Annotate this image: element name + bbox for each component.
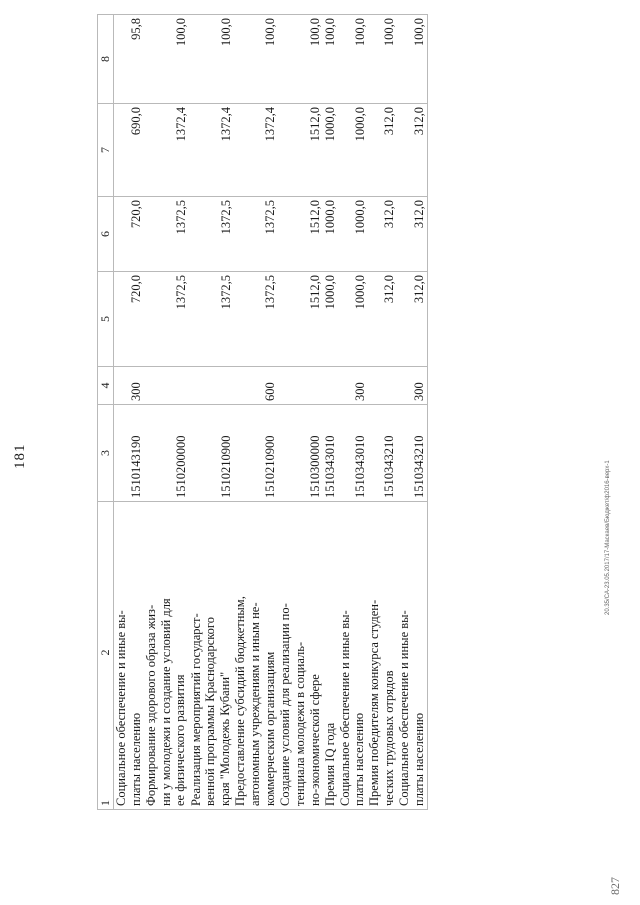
row-approved: 1000,0: [323, 272, 338, 367]
table-row: [144, 15, 189, 810]
row-type: 600: [233, 367, 278, 405]
row-percent: 100,0: [278, 15, 323, 104]
row-name: Формирование здорового образа жиз- ни у молодежи и создание условий для ее физического развития: [144, 502, 189, 810]
row-percent: 100,0: [397, 15, 427, 104]
header-cell: 5: [98, 272, 114, 367]
row-executed: 1000,0: [338, 104, 368, 197]
row-name: Социальное обеспечение и иные вы- платы населению: [338, 502, 368, 810]
row-plan: 720,0: [114, 197, 144, 272]
row-plan: 1372,5: [233, 197, 278, 272]
header-cell: 1 2: [98, 502, 114, 810]
row-approved: 1372,5: [144, 272, 189, 367]
row-plan: 1512,0: [278, 197, 323, 272]
row-executed: 1372,4: [233, 104, 278, 197]
row-code: 1510210900: [233, 405, 278, 502]
row-plan: 1372,5: [144, 197, 189, 272]
row-executed: 1512,0: [278, 104, 323, 197]
table-row: [323, 15, 338, 810]
row-code: 1510300000: [278, 405, 323, 502]
table-row: [278, 15, 323, 810]
row-name: Социальное обеспечение и иные вы- платы населению: [397, 502, 427, 810]
budget-table: [97, 14, 428, 810]
row-code: 1510210900: [189, 405, 234, 502]
row-type: [323, 367, 338, 405]
side-number: 827: [608, 877, 622, 895]
row-plan: 312,0: [397, 197, 427, 272]
table-row: [233, 15, 278, 810]
row-code: 1510343010: [338, 405, 368, 502]
row-code: 1510343210: [367, 405, 397, 502]
row-code: 1510343210: [397, 405, 427, 502]
table-row: [114, 15, 144, 810]
row-approved: 1372,5: [233, 272, 278, 367]
row-name: Предоставление субсидий бюджетным, автономным учреждениям и иным не- коммерческим организациям: [233, 502, 278, 810]
footer-reference: 20.35/СА-23.05.2017/17-Маскаев/Бюджет/ф2016-верх-1: [605, 460, 611, 615]
row-plan: 312,0: [367, 197, 397, 272]
row-percent: 100,0: [338, 15, 368, 104]
row-approved: 1000,0: [338, 272, 368, 367]
row-percent: 100,0: [144, 15, 189, 104]
row-type: 300: [338, 367, 368, 405]
table-row: [397, 15, 427, 810]
row-percent: 100,0: [367, 15, 397, 104]
row-plan: 1372,5: [189, 197, 234, 272]
table-row: [189, 15, 234, 810]
row-type: [367, 367, 397, 405]
row-percent: 100,0: [189, 15, 234, 104]
header-cell: 8: [98, 15, 114, 104]
header-cell: 4: [98, 367, 114, 405]
row-name: Премия IQ года: [323, 502, 338, 810]
row-percent: 100,0: [233, 15, 278, 104]
row-plan: 1000,0: [338, 197, 368, 272]
row-percent: 100,0: [323, 15, 338, 104]
header-cell: 7: [98, 104, 114, 197]
row-executed: 1372,4: [189, 104, 234, 197]
table-row: [338, 15, 368, 810]
header-row: [98, 15, 114, 810]
row-type: 300: [114, 367, 144, 405]
header-cell: 3: [98, 405, 114, 502]
row-approved: 312,0: [367, 272, 397, 367]
row-type: [144, 367, 189, 405]
table-row: [367, 15, 397, 810]
row-executed: 690,0: [114, 104, 144, 197]
row-approved: 720,0: [114, 272, 144, 367]
row-approved: 1512,0: [278, 272, 323, 367]
row-percent: 95,8: [114, 15, 144, 104]
row-approved: 312,0: [397, 272, 427, 367]
row-executed: 312,0: [367, 104, 397, 197]
row-plan: 1000,0: [323, 197, 338, 272]
row-name: Премия победителям конкурса студен- ческих трудовых отрядов: [367, 502, 397, 810]
row-code: 1510343010: [323, 405, 338, 502]
row-executed: 1372,4: [144, 104, 189, 197]
row-type: [189, 367, 234, 405]
row-name: Социальное обеспечение и иные вы- платы населению: [114, 502, 144, 810]
row-code: 1510143190: [114, 405, 144, 502]
row-executed: 312,0: [397, 104, 427, 197]
row-type: [278, 367, 323, 405]
row-approved: 1372,5: [189, 272, 234, 367]
row-type: 300: [397, 367, 427, 405]
row-name: Реализация мероприятий государст- венной программы Краснодарского края "Молодежь Кубани": [189, 502, 234, 810]
row-name: Создание условий для реализации по- тенциала молодежи в социаль- но-экономической сфере: [278, 502, 323, 810]
page-number: 181: [12, 443, 28, 469]
row-code: 1510200000: [144, 405, 189, 502]
header-cell: 6: [98, 197, 114, 272]
row-executed: 1000,0: [323, 104, 338, 197]
